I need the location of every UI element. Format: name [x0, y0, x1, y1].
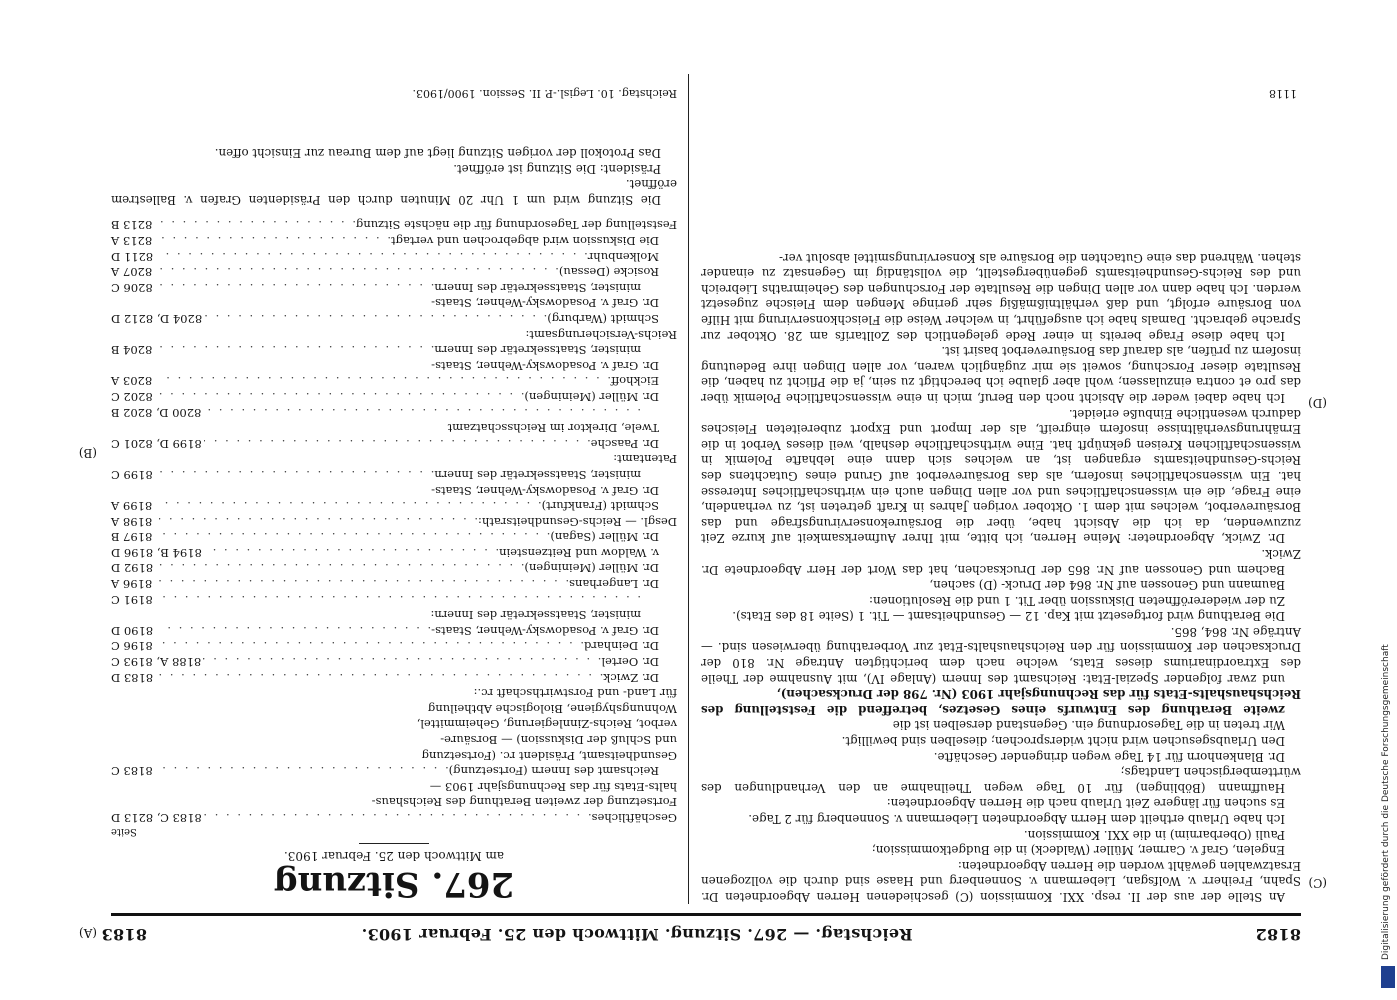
toc-text: Dr. Müller (Sagan) [550, 530, 659, 545]
toc-text: Feststellung der Tagesordnung für die nächste Sitzung [355, 218, 677, 233]
toc-page-ref: 8213 A [111, 234, 153, 249]
proceedings-column [701, 249, 1301, 904]
column-divider [688, 74, 689, 904]
proceedings-paragraph: Engelen, Graf v. Carmer, Müller (Waldeck) in die Budgetkommission; [871, 843, 1285, 858]
margin-mark-d: (D) [1308, 396, 1327, 410]
proceedings-paragraph: Zu der wiedereröffneten Diskussion über Tit. 1 und die Resolutionen: [869, 593, 1285, 608]
toc-leader [159, 373, 611, 389]
toc-line [111, 466, 677, 482]
toc-text: Molkenbuhr [587, 249, 659, 264]
toc-line [111, 373, 677, 389]
toc-line [111, 809, 677, 825]
toc-page-ref: 8203 A [111, 374, 153, 389]
toc-leader [159, 279, 434, 295]
toc-line [111, 295, 677, 311]
toc-text: minister, Staatssekretär des Innern [434, 343, 641, 358]
contents-column [111, 144, 677, 904]
toc-page-ref: 8211 D [111, 249, 154, 264]
toc-text: Dr. Paasche [590, 436, 659, 451]
proceedings-paragraph: Wir treten in die Tagesordnung ein. Gegenstand derselben ist die [892, 718, 1285, 733]
toc-page-ref: 8213 B [111, 218, 153, 233]
proceedings-paragraph: zweite Berathung des Entwurfs eines Gesetzes, betreffend die Feststellung des Reichshaushalts-Etats für das Rechnungsjahr 1903 (Nr. 798 der Drucksachen), [701, 687, 1301, 717]
toc-text: v. Waldow und Reitzenstein [499, 545, 659, 560]
toc-text: und Schluß der Diskussion) — Borsäure- [440, 733, 677, 748]
toc-leader [159, 232, 391, 248]
toc-line [111, 560, 677, 576]
toc-page-ref: 8199 C [111, 467, 153, 482]
credit-text: Digitalisierung gefördert durch die Deutsche Forschungsgemeinschaft [1381, 644, 1391, 960]
toc-page-ref: 8190 D [111, 623, 154, 638]
toc-line [111, 638, 677, 654]
toc-page-ref: 8183 D [111, 670, 154, 685]
toc-line [111, 326, 677, 342]
toc-page-ref: 8202 C [111, 389, 153, 404]
toc-leader [159, 576, 569, 592]
footer-page-number: 1118 [1269, 87, 1297, 100]
toc-line [111, 404, 677, 420]
toc-text: Dr. Müller (Meiningen) [524, 389, 659, 404]
proceedings-paragraph: Hauffmann (Böblingen) für 10 Tage wegen Theilnahme an den Verhandlungen des württembergischen Landtags; [701, 765, 1301, 795]
toc-line [111, 716, 677, 732]
toc-text: für Land- und Forstwirthschaft rc.: [473, 686, 677, 701]
proceedings-paragraph: Dr. Blankenhorn für 14 Tage wegen dringender Geschäfte. [933, 749, 1285, 764]
toc-line [111, 700, 677, 716]
toc-line [111, 731, 677, 747]
toc-leader [159, 591, 641, 607]
toc-text: Eickhoff [611, 374, 659, 389]
toc-page-ref: 8188 A, 8193 C [111, 655, 202, 670]
proceedings-paragraph: Die Berathung wird fortgesetzt mit Kap. 12 — Gesundheitsamt — Tit. 1 (Seite 18 des Etats). [732, 609, 1285, 624]
toc-line [111, 685, 677, 701]
toc-line [111, 794, 677, 810]
toc-text: Fortsetzung der zweiten Berathung des Reichshaus- [371, 795, 677, 810]
toc-page-ref: 8198 A [111, 514, 153, 529]
toc-leader [159, 638, 584, 654]
toc-leader [159, 498, 542, 514]
opening-paragraph: Präsident: Die Sitzung ist eröffnet. [453, 161, 661, 176]
toc-line [111, 544, 677, 560]
toc-text: Dr. Graf v. Posadowsky-Wehner, Staats- [431, 358, 659, 373]
toc-text: Schmidt (Warburg) [547, 312, 659, 326]
toc-text: Rosicke (Dessau) [558, 265, 659, 280]
proceedings-paragraph: Pauli (Oberbarnim) in die XXI. Kommission. [1023, 827, 1285, 842]
proceedings-paragraph: Es suchen für längere Zeit Urlaub nach die Herren Abgeordneten: [886, 796, 1285, 811]
proceedings-paragraph: Ich habe Urlaub ertheilt dem Herrn Abgeordneten Liebermann v. Sonnenberg für 2 Tage. [748, 812, 1285, 827]
toc-text: Dr. Langerhans [569, 577, 659, 592]
toc-text: Dr. Graf v. Posadowsky-Wehner, Staats- [431, 623, 659, 638]
toc-line [111, 310, 677, 326]
toc-line [111, 482, 677, 498]
toc-text: Dr. Zwick [603, 670, 659, 685]
session-date: am Mittwoch den 25. Februar 1903. [283, 849, 505, 863]
toc-page-ref: 8191 C [111, 592, 153, 607]
toc-page-ref: 8197 B [111, 530, 153, 545]
toc-page-ref: 8207 A [111, 265, 153, 280]
opening-paragraph: Das Protokoll der vorigen Sitzung liegt auf dem Bureau zur Einsicht offen. [214, 146, 661, 161]
seite-label [111, 825, 677, 837]
toc-text: Reichsamt des Innern (Fortsetzung) [448, 764, 659, 779]
toc-leader [159, 513, 478, 529]
toc-line [111, 778, 677, 794]
digitisation-credit [1377, 0, 1397, 1000]
toc-line [111, 747, 677, 763]
toc-line [111, 622, 677, 638]
toc-text: Desgl. — Reichs-Gesundheitsrath: [478, 514, 677, 529]
toc-page-ref: 8200 D, 8202 B [111, 405, 202, 420]
toc-text: Twele, Direktor im Reichsschatzamt [447, 421, 659, 436]
toc-leader [159, 264, 559, 280]
proceedings-paragraph: Dr. Zwick, Abgeordneter: Meine Herren, ich bitte, mit Ihrer Aufmerksamkeit auf kurze Zeit zuzuwenden, da ich die Absicht habe, über die Borsäurekonservirungsfrage und das Borsäureverbot, welches mit dem 1. Oktober vorigen Jahres in Kraft getreten ist, zu verhandeln, eine Frage, die ein wissenschaftliches und vor allen Dingen auch ein wirthschaftliches Interesse hat. Ein wissenschaftliches insofern, als das Borsäureverbot auf Grund eines Gutachtens des Reichs-Gesundheitsamts ergangen ist, an welches sich dann eine lebhafte Polemik in wissenschaftlichen Kreisen geknüpft hat. Eine wirthschaftliche deshalb, weil dieses Verbot in die Ernährungsverhältnisse insofern eingreift, als der Import und Export zubereiteten Fleisches dadurch wesentliche Einbuße erleidet. [701, 406, 1301, 546]
toc-text: minister, Staatssekretär des Innern [434, 467, 641, 482]
toc-text: Patentamt: [613, 452, 677, 467]
toc-line [111, 279, 677, 295]
toc-leader [159, 388, 524, 404]
toc-text: Wohnungshygiene, Biologische Abtheilung [427, 701, 677, 716]
toc-text: minister, Staatssekretär des Innern: [430, 608, 641, 623]
toc-page-ref: 8183 C [111, 764, 153, 779]
margin-mark-a: (A) [78, 926, 97, 940]
running-title: Reichstag. — 267. Sitzung. Mittwoch den 25. Februar 1903. [361, 925, 913, 944]
toc-leader [159, 622, 431, 638]
toc-text: halts-Etats für das Rechnungsjahr 1903 — [429, 779, 677, 794]
toc-leader [159, 217, 356, 233]
toc-line [111, 591, 677, 607]
toc-line [111, 607, 677, 623]
toc-text: verbot, Reichs-Zinnlegierung, Geheimmittel, [416, 717, 677, 732]
toc-page-ref: 8196 A [111, 577, 153, 592]
proceedings-paragraph: und zwar folgender Spezial-Etat: Reichsamt des Innern (Anlage IV), mit Ausnahme der Theile des Extraordinariums dieses Etats, welche nach dem berichtigten Antrage Nr. 810 der Drucksachen der Kommission für den Reichshaushalts-Etat zur Vorberathung überwiesen sind. — Anträge Nr. 864, 865. [701, 624, 1301, 686]
toc-text: Geschäftliches [591, 811, 677, 825]
margin-mark-b: (B) [78, 446, 97, 460]
toc-line [111, 264, 677, 280]
toc-leader [159, 560, 524, 576]
toc-line [111, 232, 677, 248]
toc-text: Die Diskussion wird abgebrochen und vertagt [390, 234, 659, 249]
toc-text: Dr. Graf v. Posadowsky-Wehner, Staats- [431, 296, 659, 311]
proceedings-paragraph: Den Urlaubsgesuchen wird nicht widersprochen; dieselben sind bewilligt. [841, 734, 1285, 749]
toc-leader [204, 809, 592, 825]
toc-page-ref: 8199 D, 8201 C [111, 436, 202, 451]
proceedings-paragraph: An Stelle der aus der II. resp. XXI. Kommission (C) geschiedenen Herren Abgeordneten Dr. Spahn, Freiherr v. Wolfsgan, Liebermann v. Sonnenberg und Haase sind durch die vollzogenen Ersatzwahlen gewählt worden die Herren Abgeordneten: [701, 858, 1301, 904]
toc-text: Gesundheitsamt, Präsident rc. (Fortsetzung [421, 748, 677, 763]
toc-leader [159, 763, 449, 779]
toc-line [111, 669, 677, 685]
toc-leader [159, 669, 603, 685]
toc-line [111, 498, 677, 514]
toc-line [111, 435, 677, 451]
toc-line [111, 653, 677, 669]
toc-line [111, 513, 677, 529]
toc-page-ref: 8204 B [111, 343, 153, 358]
footer-citation: Reichstag. 10. Legisl.-P. II. Session. 1900/1903. [412, 87, 677, 100]
toc-line [111, 357, 677, 373]
toc-page-ref: 8192 D [111, 561, 154, 576]
proceedings-paragraph: Ich habe dabei weder die Absicht noch den Beruf, mich in eine wissenschaftliche Polemik über das pro et contra einzulassen; wohl aber glaube ich berechtigt zu sein, ja die Pflicht zu haben, die Resultate dieser Forschung, soweit sie mir zugänglich waren, vor allen Dingen ihre Bedeutung insofern zu prüfen, als darauf das Borsäureverbot basirt ist. [701, 344, 1301, 405]
toc-line [111, 763, 677, 779]
header-rule [111, 913, 1301, 916]
toc-text: Dr. Oertel [601, 655, 659, 670]
toc-text: Dr. Deinhard [584, 639, 659, 654]
toc-page-ref: 8206 C [111, 280, 153, 295]
proceedings-paragraph: Ich habe diese Frage bereits in einer Rede gelegentlich des Zolltarifs am 28. Oktober zur Sprache gebracht. Damals habe ich ausgeführt, in welcher Weise die Fleischkonservirung mit Hilfe von Borsäure erfolgt, und daß verhältnißmäßig sehr geringe Mengen dem Fleische zugesetzt werden. Ich habe dann vor allen Dingen die Resultate der Forschungen des Geheimraths Liebreich und des Reichs-Gesundheitsamts gegenübergestellt, die vollständig im Gegensatz zu einander stehen. Während das eine Gutachten die Borsäure als Konservirungsmittel absolut ver- [701, 250, 1301, 343]
toc-line [111, 388, 677, 404]
dfg-logo [1381, 966, 1395, 988]
toc-page-ref: 8196 C [111, 639, 153, 654]
toc-text: Reichs-Versicherungsamt: [525, 327, 677, 342]
toc-page-ref: 8194 B, 8196 D [111, 545, 202, 560]
toc-text: minister, Staatssekretär des Innern [434, 280, 641, 295]
toc-text: Dr. Müller (Meiningen) [524, 561, 659, 576]
toc-page-ref: 8183 C, 8213 D [111, 811, 202, 825]
opening-remarks [111, 144, 677, 206]
proceedings-paragraph: Bachem und Genossen auf Nr. 865 der Drucksachen, hat das Wort der Herr Abgeordnete Dr. Zwick. [701, 546, 1301, 577]
toc-leader [204, 310, 547, 326]
toc-leader [159, 248, 588, 264]
page-number-right: 8183 [101, 925, 147, 944]
toc-leader [204, 544, 499, 560]
toc-leader [203, 653, 601, 669]
toc-leader [159, 529, 550, 545]
proceedings-paragraph: Baumann und Genossen auf Nr. 864 der Druck- (D) sachen, [929, 578, 1285, 593]
toc-line [111, 248, 677, 264]
page-number-left: 8182 [1255, 925, 1301, 944]
toc-line [111, 342, 677, 358]
toc-leader [159, 466, 434, 482]
session-title: 267. Sitzung [273, 864, 515, 904]
toc-leader [204, 435, 591, 451]
toc-line [111, 529, 677, 545]
opening-paragraph: Die Sitzung wird um 1 Uhr 20 Minuten durch den Präsidenten Grafen v. Ballestrem eröffnet. [111, 177, 677, 207]
margin-mark-c: (C) [1308, 876, 1327, 890]
toc-line [111, 451, 677, 467]
toc-line [111, 576, 677, 592]
toc-leader [159, 342, 434, 358]
title-rule [359, 843, 429, 844]
toc-line [111, 420, 677, 436]
toc-text: Schmidt (Frankfurt) [541, 499, 659, 514]
seite-text: Seite [111, 826, 137, 837]
toc-leader [203, 404, 641, 420]
toc-page-ref: 8199 A [111, 499, 153, 514]
toc-page-ref: 8204 D, 8212 D [111, 312, 203, 326]
toc-line [111, 217, 677, 233]
table-of-contents [111, 217, 677, 825]
toc-text: Dr. Graf v. Posadowsky-Wehner, Staats- [431, 483, 659, 498]
